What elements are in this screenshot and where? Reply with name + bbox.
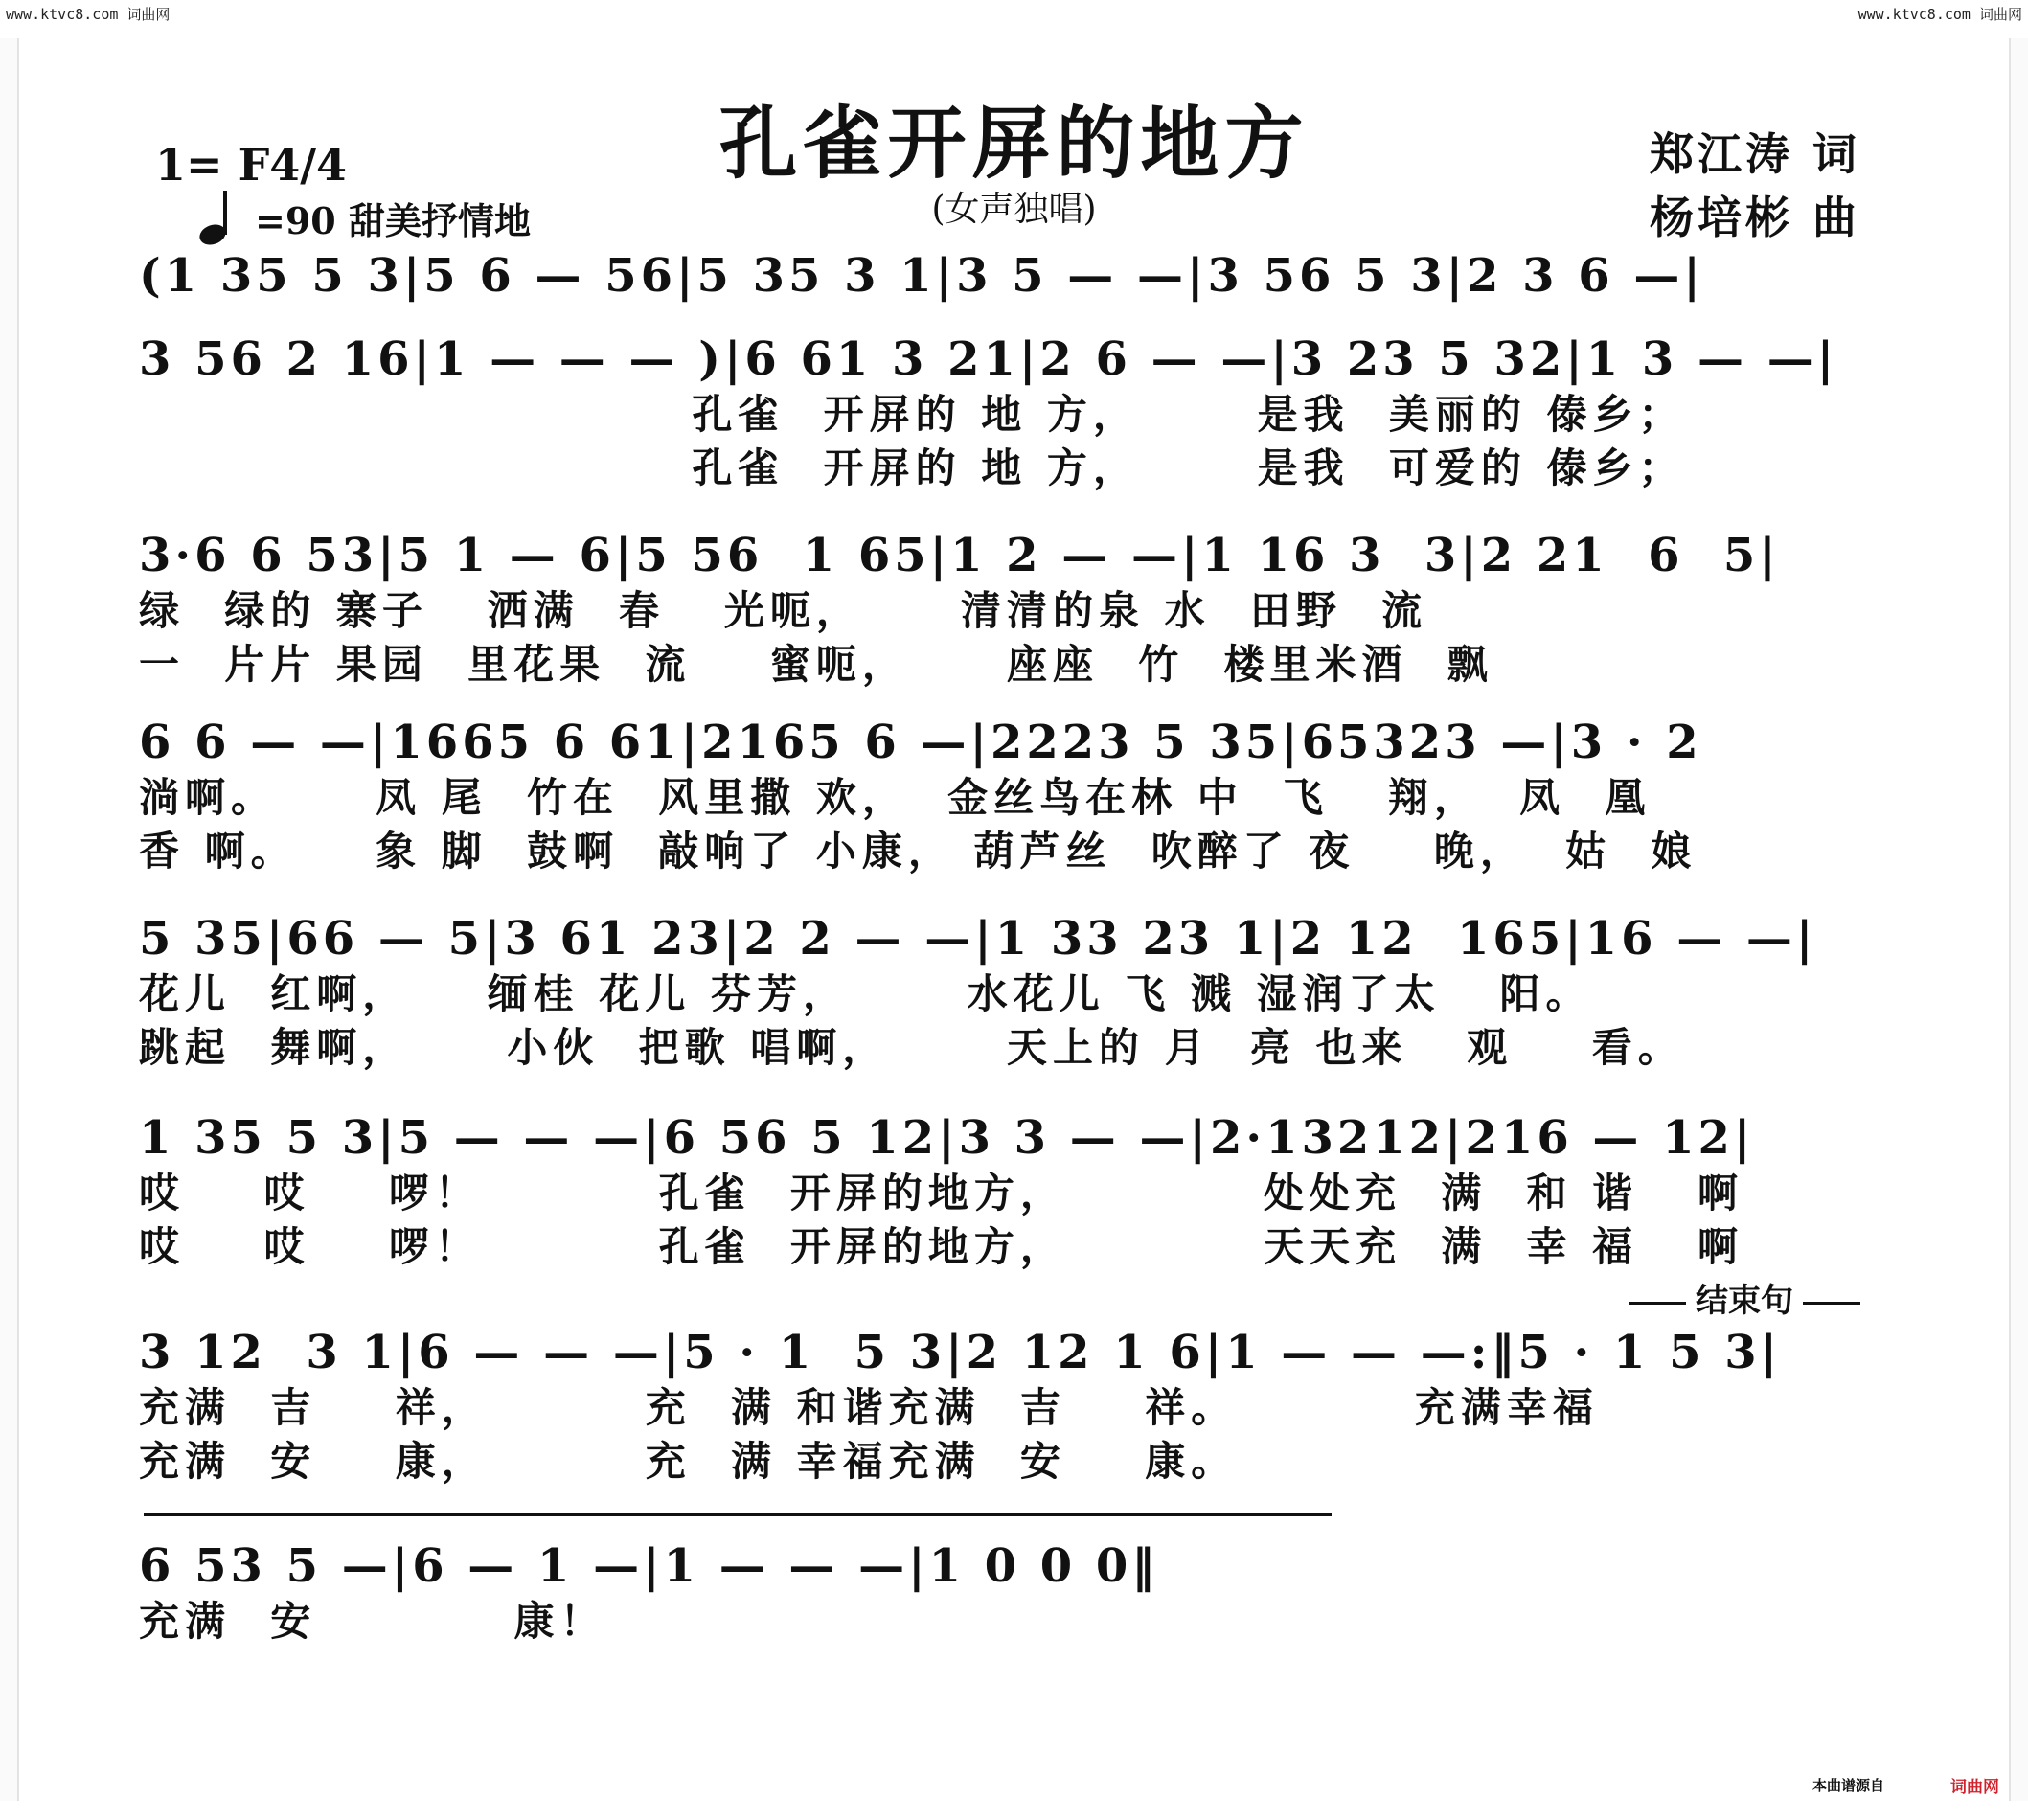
section-divider xyxy=(144,1513,1332,1516)
notation-row: 6 53 5 —|6 — 1 —|1 — — —|1 0 0 0‖ xyxy=(139,1539,1159,1593)
lyric-verse-2: 孔雀 开屏的 地 方， 是我 可爱的 傣乡； xyxy=(139,444,1685,491)
notation-row: 3·6 6 53|5 1 — 6|5 56 1 65|1 2 — —|1 16 3 3|2 21 6 5| xyxy=(139,529,1780,582)
notation-row: 1 35 5 3|5 — — —|6 56 5 12|3 3 — —|2·13212|216 — 12| xyxy=(139,1111,1755,1165)
score-line-1 xyxy=(139,247,1892,305)
lyric-verse-1: 花儿 红啊， 缅桂 花儿 芬芳， 水花儿 飞 溅 湿润了太 阳。 xyxy=(139,970,1592,1017)
tempo-marking xyxy=(195,187,531,248)
lyric-verse-2: 香 啊。 象 脚 鼓啊 敲响了 小康， 葫芦丝 吹醉了 夜 晚， 姑 娘 xyxy=(139,828,1698,875)
lyric-verse-2: 一 片片 果园 里花果 流 蜜呃， 座座 竹 楼里米酒 飘 xyxy=(139,641,1493,688)
credits xyxy=(1650,123,1860,249)
notation-row: 3 56 2 16|1 — — — )|6 61 3 21|2 6 — —|3 23 5 32|1 3 — —| xyxy=(139,332,1838,386)
score-line-7 xyxy=(139,1324,1892,1489)
lyric-verse-1: 绿 绿的 寨子 洒满 春 光呃， 清清的泉 水 田野 流 xyxy=(139,587,1428,634)
notation-row: 6 6 — —|1665 6 61|2165 6 —|2223 5 35|65323 —|3 · 2 xyxy=(139,716,1702,769)
lyric-verse-2: 哎 哎 啰！ 孔雀 开屏的地方， 天天充 满 幸 福 啊 xyxy=(139,1223,1744,1270)
ending-label: 结束句 xyxy=(1619,1274,1870,1321)
lyric-verse-2: 跳起 舞啊， 小伙 把歌 唱啊， 天上的 月 亮 也来 观 看。 xyxy=(139,1024,1684,1071)
lyric-verse-1: 淌啊。 凤 尾 竹在 风里撒 欢， 金丝鸟在林 中 飞 翔， 凤 凰 xyxy=(139,774,1652,821)
score-line-6 xyxy=(139,1109,1892,1274)
score-line-5 xyxy=(139,910,1892,1075)
notation-row: (1 35 5 3|5 6 — 56|5 35 3 1|3 5 — —|3 56 5 3|2 3 6 —| xyxy=(139,249,1704,303)
lyric-verse-2: 充满 安 康， 充 满 幸福充满 安 康。 xyxy=(139,1438,1238,1485)
lyricist: 郑江涛 词 xyxy=(1649,128,1860,180)
notation-row: 3 12 3 1|6 — — —|5 · 1 5 3|2 12 1 6|1 — — —:‖5 · 1 5 3| xyxy=(139,1326,1782,1379)
key-signature: 1= F4/4 xyxy=(155,139,348,191)
notation-row: 5 35|66 — 5|3 61 23|2 2 — —|1 33 23 1|2 12 165|16 — —| xyxy=(139,912,1817,966)
right-margin-strip xyxy=(2009,38,2028,1801)
watermark-right: www.ktvc8.com 词曲网 xyxy=(1857,6,2022,23)
score-line-4 xyxy=(139,714,1892,878)
song-title: 孔雀开屏的地方 xyxy=(718,98,1310,190)
score-line-8 xyxy=(139,1537,1892,1649)
watermark-left: www.ktvc8.com 词曲网 xyxy=(6,6,171,23)
quarter-note-icon xyxy=(195,187,249,248)
lyric-verse-1: 孔雀 开屏的 地 方， 是我 美丽的 傣乡； xyxy=(139,391,1685,438)
lyric-verse-1: 充满 安 康！ xyxy=(139,1598,606,1645)
source-note: 本曲谱源自 xyxy=(1812,1777,1884,1794)
lyric-verse-1: 哎 哎 啰！ 孔雀 开屏的地方， 处处充 满 和 谐 啊 xyxy=(139,1170,1744,1217)
lyric-verse-1: 充满 吉 祥， 充 满 和谐充满 吉 祥。 充满幸福 xyxy=(139,1384,1599,1431)
composer: 杨培彬 曲 xyxy=(1649,192,1860,243)
score-line-2 xyxy=(139,330,1892,495)
tempo-text: =90 甜美抒情地 xyxy=(255,198,531,242)
song-subtitle: (女声独唱) xyxy=(931,190,1097,229)
left-margin-strip xyxy=(0,38,19,1801)
score-line-3 xyxy=(139,527,1892,692)
brand-logo[interactable]: 词曲网 xyxy=(1950,1778,1999,1797)
